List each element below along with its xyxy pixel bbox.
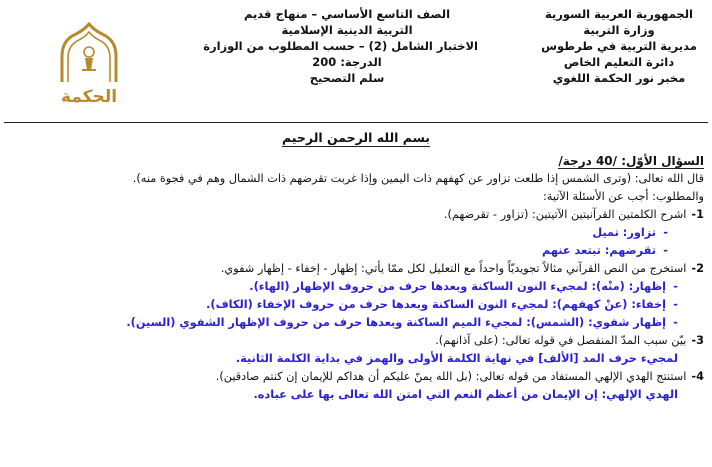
required-instruction: والمطلوب: أجب عن الأسئلة الآتية: (542, 190, 704, 203)
item-text: بيّن سبب المدّ المنفصل في قوله تعالى: (على آذانهم). (435, 334, 687, 347)
answer-text: لمجيء حرف المد [الألف] في نهاية الكلمة الأولى والهمز في بداية الكلمة الثانية. (235, 352, 678, 365)
item-number: 2- (691, 262, 704, 275)
answer-text: تقرضهم: تبتعد عنهم (541, 244, 656, 257)
answer-line (4, 386, 704, 404)
header-line: الاختبار الشامل (2) – حسب المطلوب من الوزارة (203, 39, 478, 53)
header-divider (4, 122, 708, 123)
header-line: وزارة التربية (583, 23, 655, 37)
item-text: اشرح الكلمتين القرآنيتين الآتيتين: (تزاور - تقرضهم). (443, 208, 687, 221)
answer-line (4, 350, 704, 368)
header-line: مديرية التربية في طرطوس (541, 39, 697, 53)
header-exam-block (203, 6, 478, 86)
question-1-section (4, 152, 704, 404)
answer-line: -إظهار شفوي: (الشمس): لمجيء الميم الساكنة وبعدها حرف من حروف الإظهار الشفوي (السين). (126, 316, 678, 329)
answer-text: إظهار: (منْه): لمجيء النون الساكنة وبعدها حرف من حروف الإظهار (الهاء). (249, 280, 666, 293)
question-item (4, 260, 704, 278)
item-number: 4- (691, 370, 704, 383)
basmala-text: بسم الله الرحمن الرحيم (282, 130, 430, 145)
question-title (4, 152, 704, 170)
question-title-text: السؤال الأوّل: /40 درجة/ (558, 154, 704, 168)
answer-line: -تقرضهم: تبتعد عنهم (541, 244, 668, 257)
item-number: 3- (691, 334, 704, 347)
logo-text: الحكمة (60, 87, 118, 107)
question-item (4, 206, 704, 224)
question-item (4, 368, 704, 386)
header-ministry-block (534, 6, 704, 86)
answer-line: -إخفاء: (عنْ كهفهم): لمجيء النون الساكنة وبعدها حرف من حروف الإخفاء (الكاف). (206, 298, 678, 311)
header-line: مخبر نور الحكمة اللغوي (552, 71, 686, 85)
answer-line: -إظهار: (منْه): لمجيء النون الساكنة وبعدها حرف من حروف الإظهار (الهاء). (249, 280, 678, 293)
header-line: الصف التاسع الأساسي – منهاج قديم (243, 7, 451, 21)
header-line: الجمهورية العربية السورية (545, 7, 693, 21)
answer-text: إظهار شفوي: (الشمس): لمجيء الميم الساكنة وبعدها حرف من حروف الإظهار الشفوي (السين). (126, 316, 666, 329)
quran-verse: قال الله تعالى: (وترى الشمس إذا طلعت تزاور عن كهفهم ذات اليمين وإذا غربت تقرضهم ذات الشمال وهم في فجوة منه). (132, 172, 704, 185)
question-item (4, 332, 704, 350)
item-text: استنتج الهدي الإلهي المستفاد من قوله تعالى: (بل الله يمنّ عليكم أن هداكم للإيمان إن كنتم صادقين). (215, 370, 687, 383)
item-text: استخرج من النص القرآني مثالاً تجويديّاً واحداً مع التعليل لكل ممّا يأتي: إظهار - إخفاء - إظهار شفوي. (220, 262, 687, 275)
answer-text: تزاور: تميل (592, 226, 656, 239)
answer-line: -تزاور: تميل (592, 226, 668, 239)
header-line: دائرة التعليم الخاص (563, 55, 675, 69)
item-number: 1- (691, 208, 704, 221)
answer-text: الهدي الإلهي: إن الإيمان من أعظم النعم التي امتن الله تعالى بها على عباده. (253, 388, 678, 401)
header-line: التربية الدينية الإسلامية (281, 23, 413, 37)
basmala (0, 130, 712, 145)
answer-text: إخفاء: (عنْ كهفهم): لمجيء النون الساكنة وبعدها حرف من حروف الإخفاء (الكاف). (206, 298, 666, 311)
hikma-logo-icon (54, 22, 124, 108)
header-line: سلم التصحيح (309, 71, 385, 85)
header-line: الدرجة: 200 (312, 55, 382, 69)
